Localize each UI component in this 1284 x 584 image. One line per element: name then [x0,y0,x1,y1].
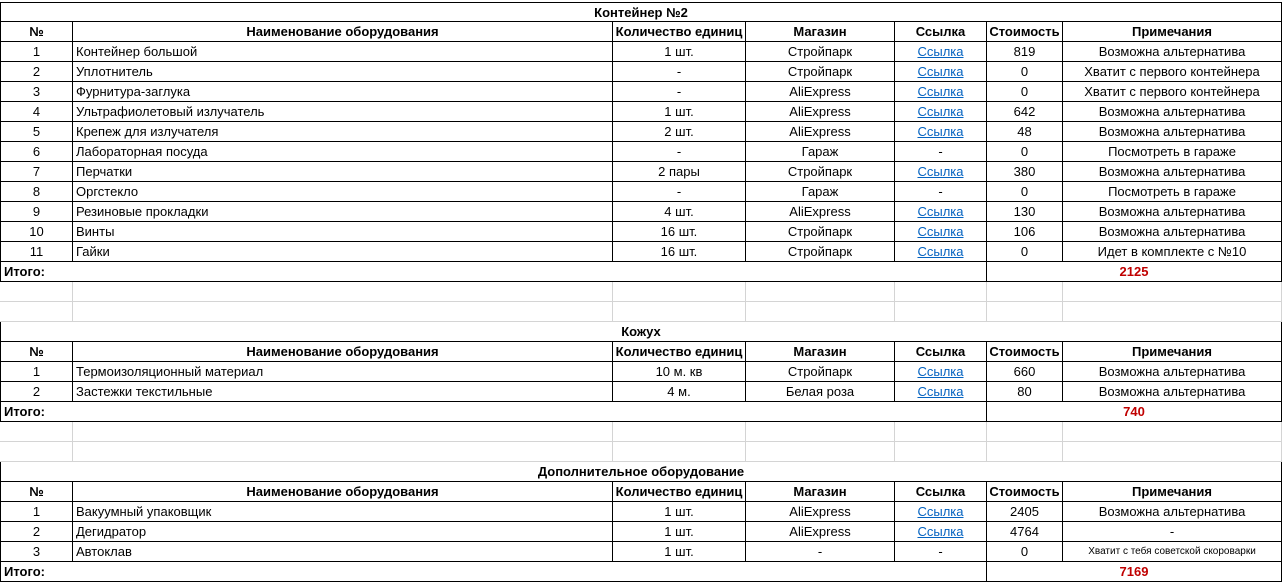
table-header-row [0,482,1284,502]
cell-link: - [895,542,987,562]
empty-cell[interactable] [73,282,613,302]
cell-qty: - [613,62,746,82]
cell-num: 5 [0,122,73,142]
cell-num: 10 [0,222,73,242]
link-cell[interactable]: Ссылка [895,82,987,102]
link-cell[interactable]: Ссылка [895,102,987,122]
total-row [0,562,1284,582]
total-label: Итого: [0,402,987,422]
cell-num: 3 [0,82,73,102]
table-row [0,122,1284,142]
header-note: Примечания [1063,482,1282,502]
empty-cell[interactable] [73,302,613,322]
link-cell[interactable]: Ссылка [895,62,987,82]
header-cost: Стоимость [987,22,1063,42]
cell-link: - [895,182,987,202]
cell-num: 8 [0,182,73,202]
table-row [0,242,1284,262]
cell-qty: 1 шт. [613,542,746,562]
table-row [0,522,1284,542]
table-row [0,102,1284,122]
cell-qty: 4 м. [613,382,746,402]
cell-name: Гайки [73,242,613,262]
cell-num: 9 [0,202,73,222]
link-cell[interactable]: Ссылка [895,42,987,62]
empty-cell[interactable] [987,302,1063,322]
empty-cell[interactable] [73,422,613,442]
table-row [0,362,1284,382]
table-row [0,202,1284,222]
cell-name: Перчатки [73,162,613,182]
table-row [0,542,1284,562]
cell-note: Возможна альтернатива [1063,122,1282,142]
cell-note: Идет в комплекте с №10 [1063,242,1282,262]
empty-cell[interactable] [613,302,746,322]
link-cell[interactable]: Ссылка [895,202,987,222]
cell-name: Застежки текстильные [73,382,613,402]
header-shop: Магазин [746,482,895,502]
cell-name: Автоклав [73,542,613,562]
table-row [0,182,1284,202]
cell-name: Термоизоляционный материал [73,362,613,382]
table-row [0,162,1284,182]
table-row [0,502,1284,522]
cell-cost: 660 [987,362,1063,382]
empty-cell[interactable] [746,442,895,462]
cell-note: Возможна альтернатива [1063,102,1282,122]
empty-cell[interactable] [613,422,746,442]
cell-qty: - [613,82,746,102]
cell-name: Лабораторная посуда [73,142,613,162]
cell-cost: 130 [987,202,1063,222]
empty-cell[interactable] [0,422,73,442]
header-shop: Магазин [746,342,895,362]
empty-cell[interactable] [987,282,1063,302]
cell-shop: Стройпарк [746,362,895,382]
header-note: Примечания [1063,342,1282,362]
cell-shop: AliExpress [746,122,895,142]
section-title-row [0,322,1284,342]
cell-shop: AliExpress [746,522,895,542]
cell-cost: 0 [987,82,1063,102]
cell-qty: 1 шт. [613,102,746,122]
header-link: Ссылка [895,482,987,502]
cell-num: 1 [0,362,73,382]
empty-cell[interactable] [746,302,895,322]
total-value: 740 [987,402,1282,422]
header-cost: Стоимость [987,482,1063,502]
link-cell[interactable]: Ссылка [895,162,987,182]
cell-num: 1 [0,42,73,62]
empty-cell[interactable] [613,282,746,302]
cell-shop: AliExpress [746,82,895,102]
empty-cell[interactable] [746,282,895,302]
cell-name: Контейнер большой [73,42,613,62]
cell-cost: 642 [987,102,1063,122]
cell-cost: 106 [987,222,1063,242]
total-label: Итого: [0,562,987,582]
cell-qty: 1 шт. [613,42,746,62]
link-cell[interactable]: Ссылка [895,502,987,522]
cell-shop: Гараж [746,182,895,202]
header-qty: Количество единиц [613,342,746,362]
table-row [0,42,1284,62]
header-num: № [0,342,73,362]
cell-num: 2 [0,382,73,402]
cell-shop: AliExpress [746,202,895,222]
total-value: 2125 [987,262,1282,282]
section-title: Кожух [0,322,1282,342]
cell-cost: 48 [987,122,1063,142]
empty-row [0,442,1284,462]
cell-cost: 380 [987,162,1063,182]
cell-note: Возможна альтернатива [1063,222,1282,242]
link-cell[interactable]: Ссылка [895,382,987,402]
empty-cell[interactable] [895,442,987,462]
empty-cell[interactable] [73,442,613,462]
section-title-row [0,2,1284,22]
header-num: № [0,482,73,502]
cell-note: Возможна альтернатива [1063,362,1282,382]
total-row [0,402,1284,422]
header-note: Примечания [1063,22,1282,42]
cell-note: Посмотреть в гараже [1063,142,1282,162]
cell-qty: 2 пары [613,162,746,182]
cell-shop: AliExpress [746,102,895,122]
empty-cell[interactable] [895,282,987,302]
cell-qty: - [613,142,746,162]
cell-name: Вакуумный упаковщик [73,502,613,522]
empty-row [0,302,1284,322]
empty-cell[interactable] [0,442,73,462]
cell-num: 3 [0,542,73,562]
cell-shop: Стройпарк [746,222,895,242]
cell-name: Фурнитура-заглука [73,82,613,102]
cell-shop: AliExpress [746,502,895,522]
table-row [0,142,1284,162]
header-name: Наименование оборудования [73,342,613,362]
cell-shop: Стройпарк [746,62,895,82]
empty-cell[interactable] [746,422,895,442]
empty-cell[interactable] [987,442,1063,462]
empty-row [0,422,1284,442]
cell-cost: 0 [987,62,1063,82]
table-header-row [0,342,1284,362]
section-title: Дополнительное оборудование [0,462,1282,482]
cell-qty: 4 шт. [613,202,746,222]
cell-cost: 0 [987,142,1063,162]
cell-num: 6 [0,142,73,162]
table-row [0,62,1284,82]
empty-cell[interactable] [613,442,746,462]
empty-cell[interactable] [1063,282,1282,302]
cell-cost: 0 [987,242,1063,262]
cell-num: 11 [0,242,73,262]
cell-name: Оргстекло [73,182,613,202]
cell-name: Ультрафиолетовый излучатель [73,102,613,122]
header-num: № [0,22,73,42]
empty-cell[interactable] [1063,302,1282,322]
cell-qty: 1 шт. [613,522,746,542]
link-cell[interactable]: Ссылка [895,522,987,542]
header-qty: Количество единиц [613,22,746,42]
empty-cell[interactable] [895,302,987,322]
cell-name: Крепеж для излучателя [73,122,613,142]
link-cell[interactable]: Ссылка [895,242,987,262]
header-name: Наименование оборудования [73,22,613,42]
empty-cell[interactable] [1063,442,1282,462]
cell-cost: 0 [987,542,1063,562]
cell-qty: 16 шт. [613,242,746,262]
total-label: Итого: [0,262,987,282]
cell-num: 2 [0,62,73,82]
header-shop: Магазин [746,22,895,42]
cell-note: Возможна альтернатива [1063,202,1282,222]
cell-name: Винты [73,222,613,242]
table-row [0,382,1284,402]
section-title-row [0,462,1284,482]
cell-cost: 80 [987,382,1063,402]
cell-note: Посмотреть в гараже [1063,182,1282,202]
cell-qty: 16 шт. [613,222,746,242]
cell-qty: 10 м. кв [613,362,746,382]
header-link: Ссылка [895,342,987,362]
header-cost: Стоимость [987,342,1063,362]
cell-shop: Белая роза [746,382,895,402]
cell-cost: 819 [987,42,1063,62]
table-row [0,82,1284,102]
cell-cost: 2405 [987,502,1063,522]
cell-note: Хватит с тебя советской скороварки [1063,542,1282,562]
cell-num: 4 [0,102,73,122]
cell-link: - [895,142,987,162]
empty-cell[interactable] [0,302,73,322]
cell-note: Возможна альтернатива [1063,382,1282,402]
cell-note: Возможна альтернатива [1063,162,1282,182]
empty-row [0,282,1284,302]
cell-name: Дегидратор [73,522,613,542]
empty-cell[interactable] [1063,422,1282,442]
cell-note: Хватит с первого контейнера [1063,82,1282,102]
cell-name: Уплотнитель [73,62,613,82]
cell-qty: 1 шт. [613,502,746,522]
header-qty: Количество единиц [613,482,746,502]
cell-qty: 2 шт. [613,122,746,142]
cell-shop: Стройпарк [746,242,895,262]
cell-cost: 4764 [987,522,1063,542]
table-header-row [0,22,1284,42]
cell-shop: - [746,542,895,562]
header-link: Ссылка [895,22,987,42]
cell-note: Возможна альтернатива [1063,502,1282,522]
cell-shop: Гараж [746,142,895,162]
cell-cost: 0 [987,182,1063,202]
cell-num: 2 [0,522,73,542]
cell-num: 7 [0,162,73,182]
total-row [0,262,1284,282]
cell-num: 1 [0,502,73,522]
section-title: Контейнер №2 [0,2,1282,22]
cell-note: Хватит с первого контейнера [1063,62,1282,82]
cell-shop: Стройпарк [746,42,895,62]
table-row [0,222,1284,242]
empty-cell[interactable] [0,282,73,302]
cell-qty: - [613,182,746,202]
link-cell[interactable]: Ссылка [895,222,987,242]
empty-cell[interactable] [987,422,1063,442]
link-cell[interactable]: Ссылка [895,122,987,142]
header-name: Наименование оборудования [73,482,613,502]
cell-note: Возможна альтернатива [1063,42,1282,62]
link-cell[interactable]: Ссылка [895,362,987,382]
cell-name: Резиновые прокладки [73,202,613,222]
cell-shop: Стройпарк [746,162,895,182]
total-value: 7169 [987,562,1282,582]
empty-cell[interactable] [895,422,987,442]
cell-note: - [1063,522,1282,542]
